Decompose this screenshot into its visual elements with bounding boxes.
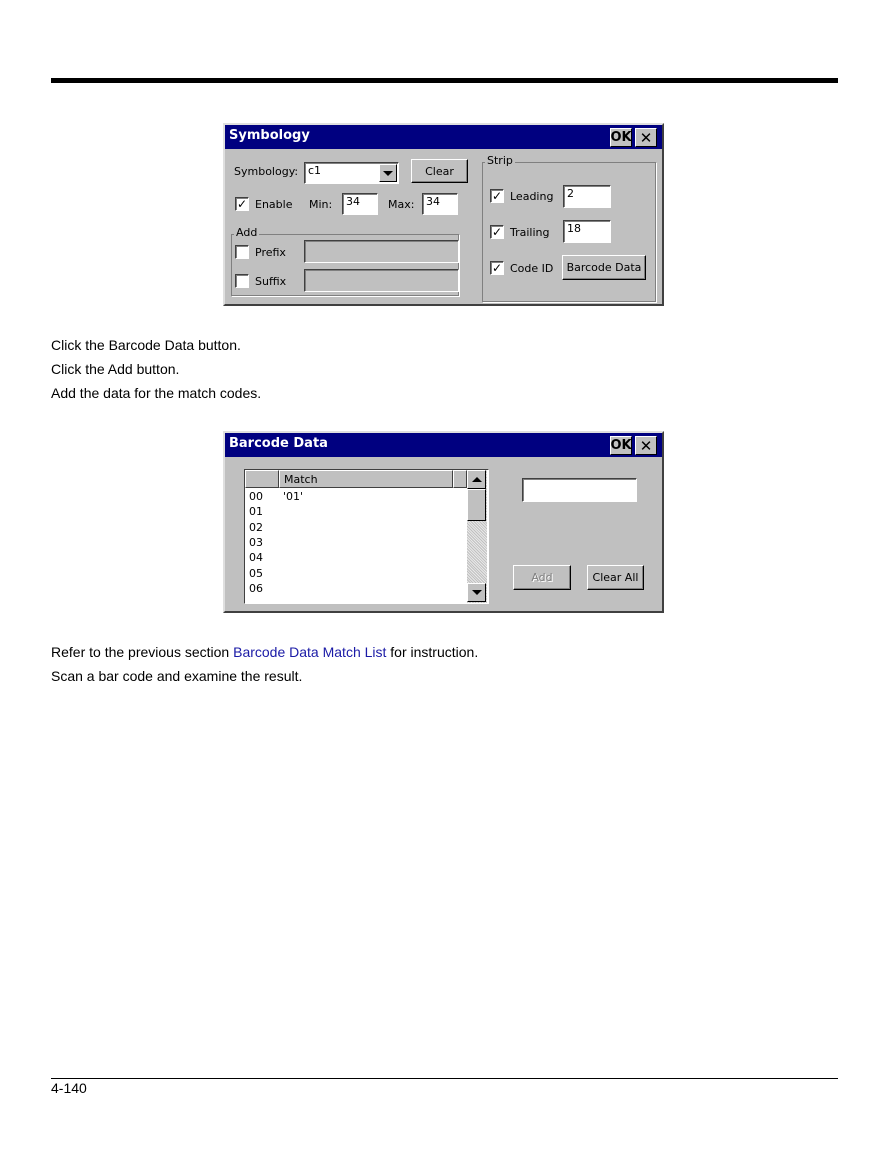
scroll-thumb[interactable] [467, 489, 486, 521]
strip-group-label: Strip [487, 154, 513, 167]
leading-checkbox[interactable]: ✓ [491, 189, 503, 203]
min-label: Min: [309, 198, 333, 211]
enable-label: Enable [255, 198, 293, 211]
symbology-dialog [223, 123, 664, 306]
list-item[interactable] [249, 505, 459, 520]
suffix-checkbox[interactable] [235, 274, 249, 288]
row-index: 02 [249, 520, 263, 534]
suffix-field[interactable] [304, 269, 459, 292]
dialog-title: Symbology [229, 128, 310, 143]
list-item[interactable] [249, 490, 459, 505]
refer-before: Refer to the previous section [51, 644, 234, 660]
prefix-checkbox[interactable] [235, 245, 249, 259]
min-field[interactable]: 34 [342, 193, 378, 215]
leading-field[interactable]: 2 [563, 185, 611, 208]
page-number: 4-140 [51, 1080, 87, 1096]
dialog-title: Barcode Data [229, 436, 328, 451]
row-index: 04 [249, 551, 263, 565]
row-index: 00 [249, 490, 263, 503]
row-index: 01 [249, 505, 263, 519]
index-column-header [245, 470, 279, 488]
top-rule [51, 78, 838, 83]
list-item[interactable] [249, 582, 459, 597]
instruction-2: Click the Add button. [51, 361, 180, 377]
match-input[interactable] [522, 478, 637, 502]
trailing-label: Trailing [510, 226, 550, 239]
max-field[interactable]: 34 [422, 193, 458, 215]
ok-button[interactable]: OK [610, 438, 632, 453]
prefix-label: Prefix [255, 246, 286, 259]
add-button[interactable]: Add [513, 565, 571, 590]
close-icon[interactable]: ✕ [635, 128, 657, 147]
chevron-down-icon[interactable] [379, 164, 397, 182]
list-item[interactable] [249, 551, 459, 566]
close-icon[interactable]: ✕ [635, 436, 657, 455]
codeid-checkbox[interactable]: ✓ [491, 261, 503, 275]
clear-button[interactable]: Clear [411, 159, 468, 183]
scroll-up-icon[interactable] [467, 470, 486, 489]
row-index: 03 [249, 535, 263, 549]
barcode-data-match-list-link[interactable]: Barcode Data Match List [233, 644, 387, 660]
max-label: Max: [388, 198, 415, 211]
row-match-value: '01' [283, 490, 304, 503]
refer-text [51, 643, 478, 661]
match-column-header[interactable]: Match [279, 470, 453, 488]
symbology-combo[interactable]: c1 [304, 162, 399, 184]
symbology-titlebar [225, 125, 662, 149]
prefix-field[interactable] [304, 240, 459, 263]
suffix-label: Suffix [255, 275, 287, 288]
codeid-label: Code ID [510, 262, 554, 275]
leading-label: Leading [510, 190, 554, 203]
barcode-titlebar [225, 433, 662, 457]
instruction-3: Add the data for the match codes. [51, 385, 262, 401]
trailing-checkbox[interactable]: ✓ [491, 225, 503, 239]
barcode-data-dialog [223, 431, 664, 613]
refer-after: for instruction. [386, 644, 479, 660]
clear-all-button[interactable]: Clear All [587, 565, 644, 590]
match-list[interactable] [244, 469, 489, 604]
bottom-rule [51, 1078, 838, 1079]
add-group-label: Add [236, 226, 258, 239]
blank-column-header [453, 470, 467, 488]
barcode-data-button[interactable]: Barcode Data [562, 255, 646, 280]
list-item[interactable] [249, 536, 459, 551]
ok-button[interactable]: OK [610, 130, 632, 145]
trailing-field[interactable]: 18 [563, 220, 611, 243]
symbology-label: Symbology: [234, 165, 299, 178]
scan-text: Scan a bar code and examine the result. [51, 668, 303, 684]
scroll-down-icon[interactable] [467, 583, 486, 602]
row-index: 06 [249, 581, 263, 595]
list-item[interactable] [249, 567, 459, 582]
enable-checkbox[interactable]: ✓ [236, 197, 248, 211]
instruction-1: Click the Barcode Data button. [51, 337, 241, 353]
list-item[interactable] [249, 521, 459, 536]
row-index: 05 [249, 566, 263, 580]
